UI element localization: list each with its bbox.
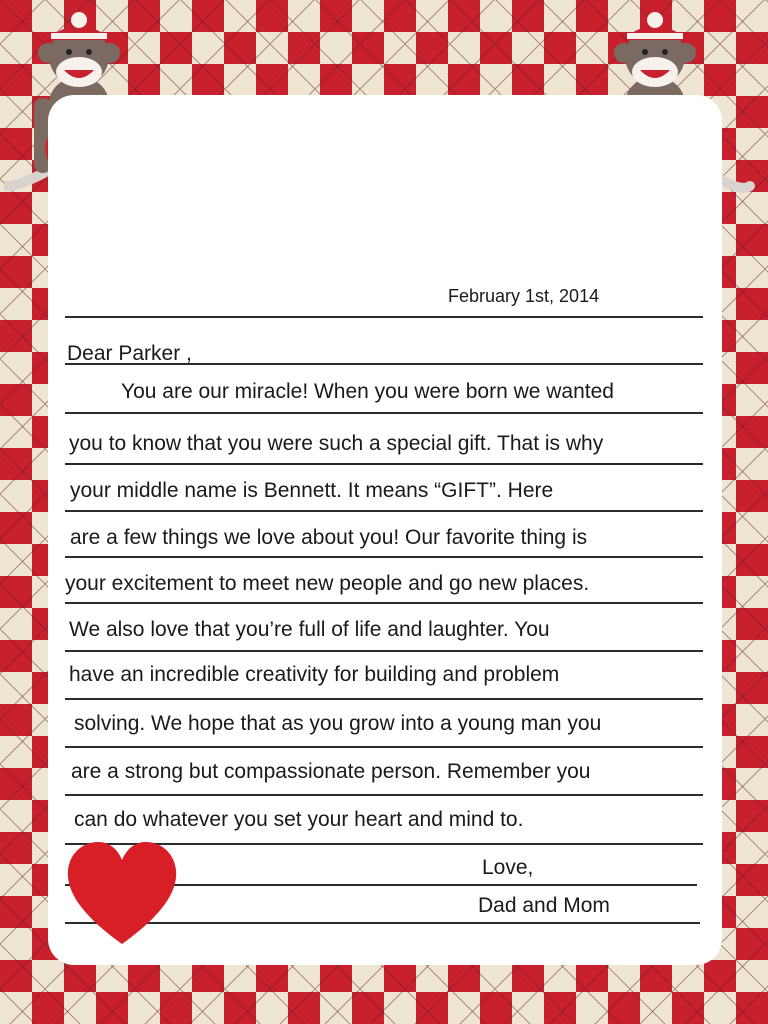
ruled-line [65, 556, 703, 558]
ruled-line [65, 316, 703, 318]
ruled-line [65, 794, 703, 796]
letter-body-line: your excitement to meet new people and go new places. [65, 572, 590, 595]
letter-date: February 1st, 2014 [448, 286, 600, 306]
letter-body-line: you to know that you were such a special gift. That is why [69, 432, 604, 455]
letter-body-line: your middle name is Bennett. It means “GIFT”. Here [70, 479, 554, 502]
heart-icon [66, 842, 178, 946]
ruled-line [65, 510, 703, 512]
letter-body-line: have an incredible creativity for building and problem [69, 663, 560, 686]
letter-body-line: You are our miracle! When you were born we wanted [121, 380, 614, 403]
ruled-line [65, 746, 703, 748]
letter-body-line: solving. We hope that as you grow into a young man you [74, 712, 602, 735]
letter-greeting: Dear Parker , [67, 342, 192, 365]
letter-signature: Dad and Mom [478, 894, 610, 917]
letter-closing: Love, [482, 856, 534, 879]
letter-body-line: are a strong but compassionate person. Remember you [71, 760, 591, 783]
letter-body-line: can do whatever you set your heart and mind to. [74, 808, 524, 831]
ruled-line [65, 363, 703, 365]
ruled-line [65, 602, 703, 604]
ruled-line [65, 412, 703, 414]
ruled-line [65, 650, 703, 652]
ruled-line [65, 698, 703, 700]
ruled-line [65, 463, 703, 465]
letter-body-line: are a few things we love about you! Our favorite thing is [70, 526, 588, 549]
letter-body-line: We also love that you’re full of life and laughter. You [69, 618, 550, 641]
